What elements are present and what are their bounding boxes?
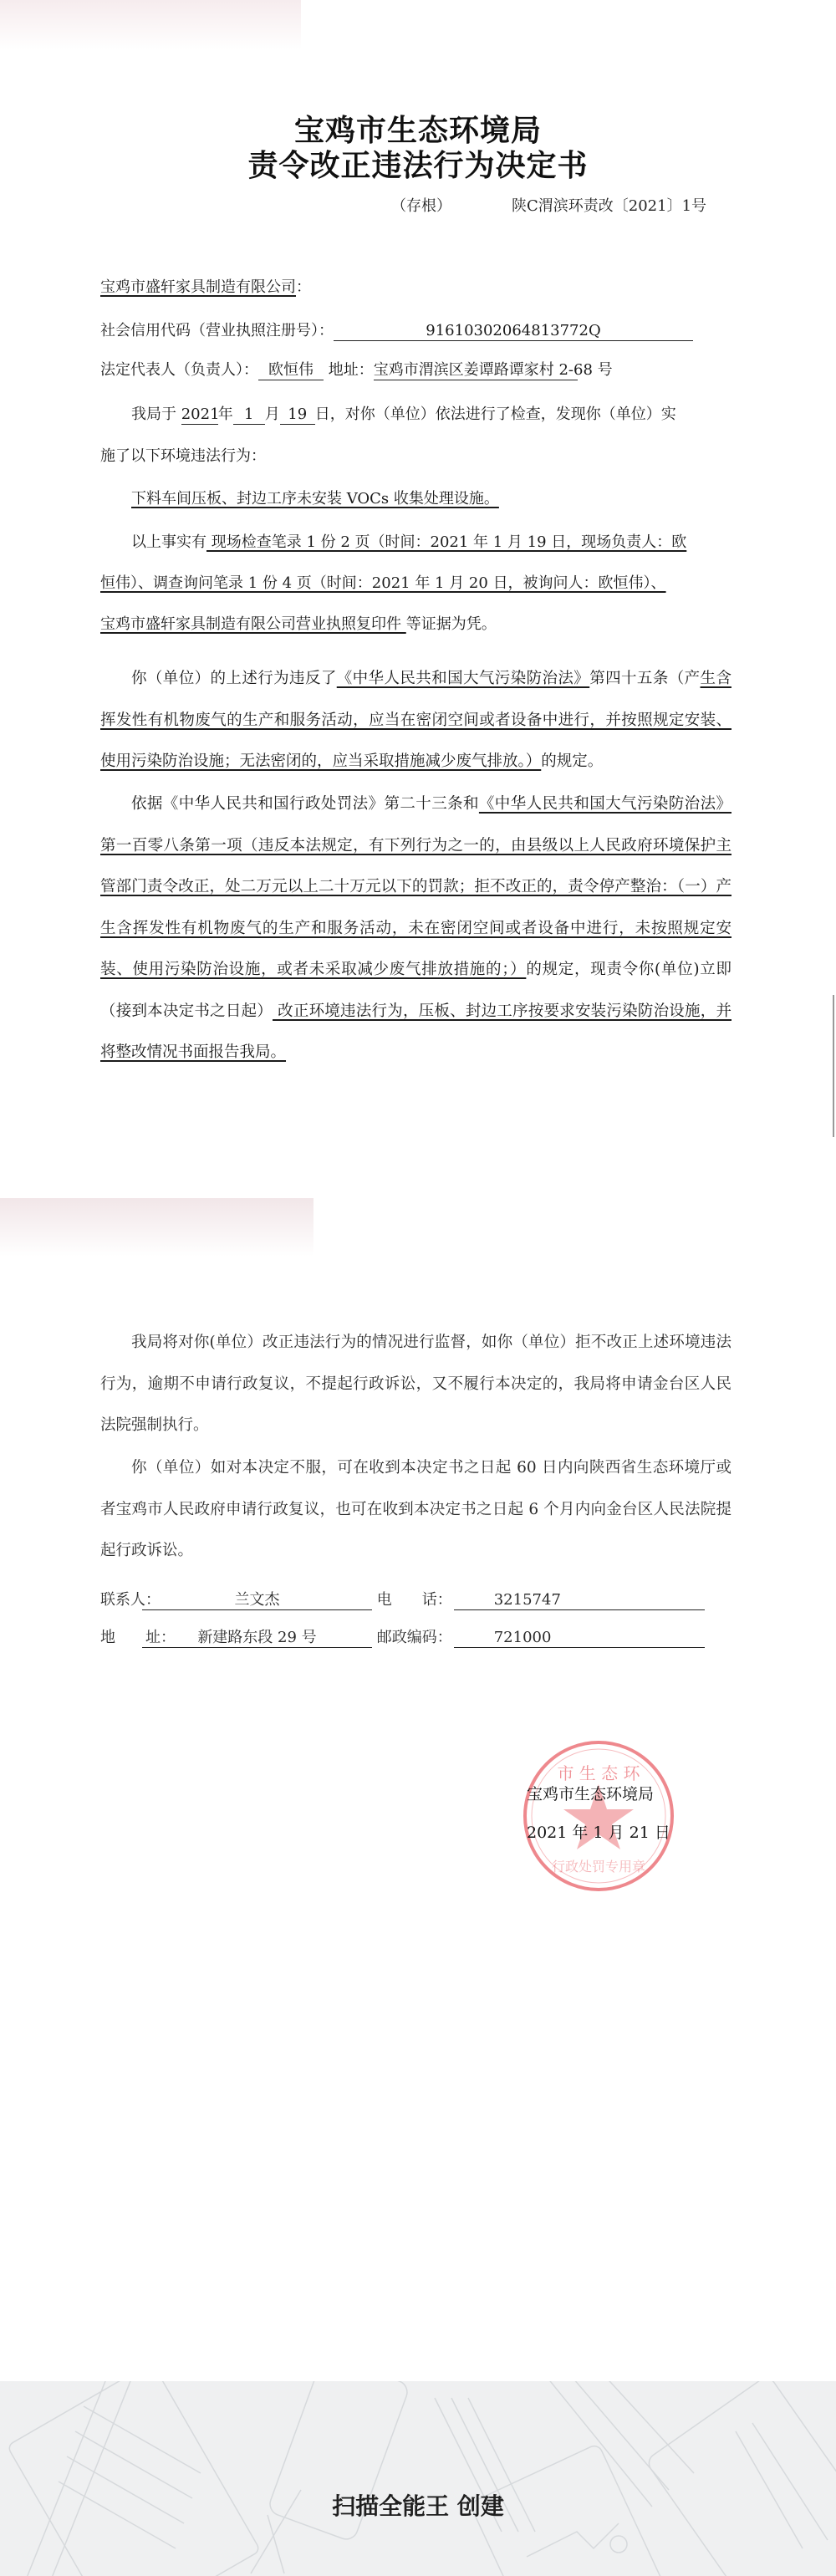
signing-agency: 宝鸡市生态环境局	[527, 1785, 655, 1803]
inspection-line-2: 施了以下环境违法行为：	[100, 447, 266, 465]
scan-edge	[833, 995, 834, 1137]
address-value: 宝鸡市渭滨区姜谭路谭家村 2-68 号	[373, 361, 613, 379]
order-intro: 的规定，现责令你(单位)立即（接到本决定书之日起）	[100, 961, 732, 1020]
evidence-line-2: 恒伟）、调查询问笔录 1 份 4 页（时间：2021 年 1 月 20 日，被询问人：欧恒伟）、	[100, 574, 666, 592]
postcode-value: 721000	[454, 1629, 705, 1648]
evidence-item: 现场检查笔录 1 份 2 页（时间：2021 年 1 月 19 日，现场负责人：欧	[206, 533, 687, 551]
inspection-text: 日，对你（单位）依法进行了检查，发现你（单位）实	[314, 406, 676, 423]
legal-rep-line	[100, 360, 613, 380]
basis-prefix: 依据《中华人民共和国行政处罚法》第二十三条和	[131, 795, 479, 813]
evidence-line-3	[100, 615, 497, 635]
law-name: 《中华人民共和国大气污染防治法》	[336, 670, 590, 687]
scan-artifact	[0, 1198, 314, 1257]
inspection-day: 19	[280, 406, 315, 425]
document-title: 责令改正违法行为决定书	[247, 149, 589, 183]
law-article: 第四十五条（产	[589, 670, 701, 687]
signing-date: 2021 年 1 月 21 日	[527, 1824, 670, 1842]
phone-value: 3215747	[454, 1591, 705, 1610]
violated-law-paragraph	[100, 658, 732, 783]
postcode-label: 邮政编码：	[376, 1629, 452, 1646]
contact-person-value: 兰文杰	[142, 1591, 372, 1610]
legal-basis-paragraph	[100, 783, 732, 1074]
inspection-prefix: 我局于	[131, 406, 176, 423]
basis-law-text: 《中华人民共和国大气污染防治法》第一百零八条第一项（违反本法规定，有下列行为之一的，由县级以上人民政府环境保护主管部门责令改正，处二万元以上二十万元以下的罚款；拒不改正的，责令停产整治：（一）产生含挥发性有机物废气的生产和服务活动，未在密闭空间或者设备中进行，未按照规定安装、使用污染防治设施，或者未采取减少废气排放措施的；）	[100, 795, 732, 978]
evidence-item: 宝鸡市盛轩家具制造有限公司营业执照复印件	[100, 615, 406, 633]
scanner-watermark-banner	[0, 2381, 836, 2576]
seal-arc-text: 市 生 态 环	[557, 1763, 640, 1783]
address-label: 地址：	[328, 361, 374, 379]
stub-label: （存根）	[391, 197, 451, 215]
month-unit: 月	[264, 406, 280, 423]
credit-code-label: 社会信用代码（营业执照注册号）：	[100, 322, 334, 339]
violation-statement: 下料车间压板、封边工序未安装 VOCs 收集处理设施。	[131, 490, 499, 508]
legal-rep-value: 欧恒伟	[258, 361, 324, 380]
official-seal	[520, 1737, 677, 1895]
decorative-pattern	[0, 2381, 836, 2576]
inspection-line-1	[131, 405, 676, 425]
inspection-year: 2021	[181, 406, 220, 423]
evidence-suffix: 等证据为凭。	[405, 615, 497, 633]
contact-address-label: 地 址：	[100, 1629, 176, 1646]
year-unit: 年	[217, 406, 233, 423]
contact-person-row	[100, 1588, 705, 1610]
appeal-paragraph: 你（单位）如对本决定不服，可在收到本决定书之日起 60 日内向陕西省生态环境厅或者宝鸡市人民政府申请行政复议，也可在收到本决定书之日起 6 个月内向金台区人民法院提起行政诉讼。	[100, 1459, 732, 1559]
inspection-month: 1	[233, 406, 265, 425]
document-number: 陕C渭滨环责改〔2021〕1号	[512, 197, 707, 215]
contact-address-row	[100, 1625, 705, 1648]
colon: ：	[296, 278, 311, 296]
scan-artifact	[0, 0, 301, 50]
law-text: 生含挥发性有机物废气的生产和服务活动，应当在密闭空间或者设备中进行，并按照规定安装、使用污染防治设施；无法密闭的，应当采取措施减少废气排放。）	[100, 670, 732, 770]
supervision-paragraph: 我局将对你(单位）改正违法行为的情况进行监督，如你（单位）拒不改正上述环境违法行为，逾期不申请行政复议，不提起行政诉讼，又不履行本决定的，我局将申请金台区人民法院强制执行。	[100, 1334, 732, 1434]
seal-bottom-text: 行政处罚专用章	[551, 1859, 646, 1875]
evidence-line-1	[131, 533, 686, 553]
contact-address-value: 新建路东段 29 号	[142, 1629, 372, 1648]
credit-code-value: 91610302064813772Q	[334, 322, 693, 341]
addressee-line	[100, 278, 311, 298]
scanner-app-credit: 扫描全能王 创建	[332, 2492, 504, 2520]
phone-label: 电 话：	[376, 1591, 452, 1609]
evidence-prefix: 以上事实有	[131, 533, 206, 551]
contact-person-label: 联系人：	[100, 1591, 161, 1609]
violated-law-prefix: 你（单位）的上述行为违反了	[131, 670, 337, 687]
company-name: 宝鸡市盛轩家具制造有限公司	[100, 278, 296, 296]
agency-title: 宝鸡市生态环境局	[293, 114, 542, 148]
violated-law-suffix: 的规定。	[541, 752, 604, 770]
document-page-1	[0, 0, 836, 1196]
credit-code-line	[100, 321, 693, 341]
correction-order: 改正环境违法行为，压板、封边工序按要求安装污染防治设施，并将整改情况书面报告我局。	[100, 1002, 732, 1061]
legal-rep-label: 法定代表人（负责人）：	[100, 361, 258, 379]
